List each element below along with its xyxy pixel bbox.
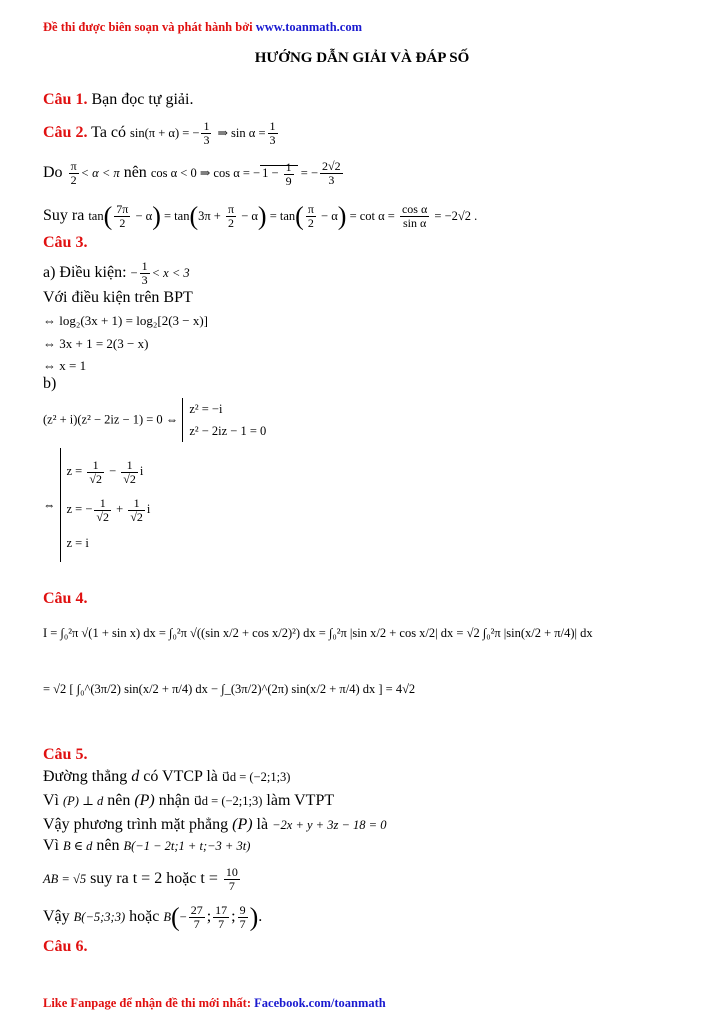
result-text: = −2√2 . [431, 209, 478, 224]
text: nên [103, 792, 135, 809]
numerator: 10 [225, 865, 238, 879]
cau2-text: Ta có [87, 124, 131, 142]
text: là [252, 816, 273, 833]
numerator: 1 [121, 459, 138, 473]
paren: ) [249, 902, 259, 932]
cau5-label-line [43, 746, 87, 764]
cau5-line2 [43, 792, 334, 810]
numerator: 1 [269, 119, 276, 133]
fraction [224, 866, 240, 893]
cau2-line3 [43, 203, 477, 230]
cau5-line6: Vậy B(−5;3;3) hoặc B(− $\frac{27}{7}$ ; $\frac{17}{7}$ ; $\frac{9}{7}$ ). [43, 902, 263, 932]
vtcp-math: u⃗d = (−2;1;3) [221, 770, 291, 784]
cau5-label: Câu 5. [43, 746, 88, 763]
system-row-1: z² = −i [189, 402, 223, 416]
member-math: B ∈ d [63, 839, 93, 853]
fraction [226, 203, 236, 230]
minus-sign: − [130, 266, 138, 281]
denominator: 2 [70, 173, 77, 187]
header-link[interactable]: www.toanmath.com [255, 20, 362, 34]
cau4-label: Câu 4. [43, 590, 88, 607]
three-pi: 3π + [198, 209, 224, 224]
fraction [94, 497, 111, 524]
footer-prefix: Like Fanpage để nhận đề thi mới nhất: [43, 996, 255, 1010]
fraction [128, 497, 145, 524]
suy-text: Suy ra [43, 207, 89, 225]
cot-text: = cot α = [346, 209, 398, 224]
numerator: π [228, 202, 235, 216]
cau5-line1 [43, 768, 290, 786]
denominator: 3 [203, 133, 210, 147]
sqrt-expr [260, 159, 298, 188]
root-lhs: z = [66, 464, 86, 478]
text: có VTCP là [139, 768, 222, 785]
fraction [213, 904, 229, 931]
denominator: 7 [218, 917, 225, 931]
text: Vì [43, 792, 63, 809]
roots-bracket [60, 448, 151, 562]
text: hoặc [125, 908, 164, 926]
denominator: 3 [328, 173, 335, 187]
fraction [284, 161, 294, 188]
cau4-line1: I = ∫₀²π √(1 + sin x) dx = ∫₀²π √((sin x/2 + cos x/2)²) dx = ∫₀²π |sin x/2 + cos x/2| dx = √2 ∫₀²π |sin(x/2 + π/4)| dx [43, 626, 593, 640]
ineq: < α < π [80, 166, 120, 181]
point-b2-label: B [163, 910, 171, 925]
cau3-b-roots [43, 448, 150, 562]
denominator: 9 [285, 173, 292, 188]
text: nhận [154, 792, 194, 809]
paren: ) [257, 201, 267, 231]
page-title: HƯỚNG DẪN GIẢI VÀ ĐÁP SỐ [254, 50, 470, 66]
denominator: 3 [269, 133, 276, 147]
perp-math: (P) ⊥ d [63, 794, 104, 808]
root-op: − [105, 464, 120, 478]
fraction [69, 160, 79, 187]
cau2-math-a: sin(π + α) = − [130, 126, 200, 141]
cau3-b-label: b) [43, 375, 57, 392]
denominator: 7 [193, 917, 200, 931]
imag-unit: i [146, 502, 151, 516]
minus-alpha: − α [238, 209, 258, 224]
denominator: √2 [123, 471, 136, 486]
fraction [189, 904, 205, 931]
cau3-step1: ⇔ log₂(3x + 1) = log₂[2(3 − x)] [43, 313, 209, 328]
root-op: + [113, 502, 127, 516]
paren: ( [189, 201, 199, 231]
fraction [320, 160, 343, 187]
denominator: 2 [119, 216, 126, 230]
root-lhs: z = − [66, 502, 93, 516]
b-eq-text: (z² + i)(z² − 2iz − 1) = 0 ⇔ [43, 412, 179, 427]
text: Đường thẳng [43, 768, 132, 785]
fraction [238, 904, 248, 931]
numerator: π [307, 202, 314, 216]
text: suy ra t = 2 hoặc t = [86, 870, 222, 888]
numerator: 1 [203, 119, 210, 133]
var-p: (P) [232, 816, 253, 833]
denominator: 2 [228, 216, 235, 230]
var-d: d [131, 768, 140, 785]
system-row-2: z² − 2iz − 1 = 0 [189, 424, 267, 438]
numerator: π [70, 159, 77, 173]
denominator: 3 [141, 273, 148, 287]
cau3-label-line [43, 234, 87, 252]
plane-eq: −2x + y + 3z − 18 = 0 [272, 818, 387, 832]
paren: ) [337, 201, 347, 231]
cau3-a-line [43, 260, 190, 287]
cau5-line4 [43, 837, 250, 855]
numerator: 1 [128, 497, 145, 511]
fraction [268, 120, 278, 147]
point-b-math: B(−1 − 2t;1 + t;−3 + 3t) [123, 839, 251, 853]
numerator: 9 [239, 903, 246, 917]
cau4-line2: = √2 [ ∫₀^(3π/2) sin(x/2 + π/4) dx − ∫_(3π/2)^(2π) sin(x/2 + π/4) dx ] = 4√2 [43, 682, 416, 696]
cau2-line1 [43, 120, 280, 147]
system-bracket [182, 398, 266, 442]
fraction [87, 459, 104, 486]
text: Vậy [43, 908, 74, 926]
cau1-label: Câu 1. [43, 91, 88, 108]
numerator: cos α [401, 202, 428, 216]
footer-link[interactable]: Facebook.com/toanmath [254, 996, 386, 1010]
cond-text: < x < 3 [151, 266, 190, 281]
equiv-arrow: ⇔ [43, 498, 56, 512]
denominator: sin α [402, 216, 427, 230]
nen-text: nên [119, 164, 151, 182]
cau6-label-line [43, 938, 87, 956]
paren: ( [295, 201, 304, 231]
root-row-3: z = i [66, 536, 89, 550]
denominator: 2 [307, 216, 314, 230]
tan-text: tan [88, 209, 104, 224]
numerator: 7π [116, 202, 129, 216]
numerator: 1 [285, 159, 292, 174]
denominator: √2 [96, 509, 109, 524]
do-text: Do [43, 164, 67, 182]
var-p: (P) [134, 792, 155, 809]
fraction [121, 459, 138, 486]
vtpt-math: u⃗d = (−2;1;3) [193, 794, 263, 808]
point-b1: B(−5;3;3) [73, 910, 126, 925]
cau4-label-line [43, 590, 87, 608]
cau5-line3 [43, 816, 386, 834]
imag-unit: i [139, 464, 144, 478]
page-footer [43, 996, 386, 1011]
paren: ( [170, 902, 180, 932]
cau3-step3: ⇔ x = 1 [43, 358, 87, 373]
cau1-text: Bạn đọc tự giải. [87, 91, 194, 108]
numerator: 17 [215, 903, 228, 917]
denominator: 7 [239, 917, 246, 931]
root-row-2 [67, 490, 151, 528]
eq-tan: = tan [160, 209, 190, 224]
text: Vậy phương trình mặt phẳng [43, 816, 233, 833]
text: nên [92, 837, 124, 854]
cau2-math-b: ⇒ sin α = [217, 126, 266, 141]
header-prefix: Đề thi được biên soạn và phát hành bởi [43, 20, 256, 34]
cau5-line5 [43, 866, 242, 893]
fraction [306, 203, 316, 230]
text: làm VTPT [262, 792, 335, 809]
root-row-1 [67, 452, 151, 490]
eq-text: = − [297, 166, 319, 181]
page-header [43, 20, 362, 35]
cau3-step2: ⇔ 3x + 1 = 2(3 − x) [43, 336, 149, 351]
cau2-line2 [43, 160, 345, 188]
numerator: 1 [94, 497, 111, 511]
minus-alpha: − α [132, 209, 153, 224]
numerator: 1 [141, 259, 148, 273]
cau3-label: Câu 3. [43, 234, 88, 251]
fraction [140, 260, 150, 287]
root-text: 1 − [262, 166, 282, 181]
paren: ( [103, 201, 113, 231]
fraction [114, 203, 130, 230]
cau1-line [43, 91, 193, 109]
dieu-kien-text: a) Điều kiện: [43, 264, 131, 282]
ab-math: AB = √5 [43, 872, 87, 887]
numerator: 2√2 [322, 159, 341, 173]
cau3-b-equation [43, 398, 266, 442]
fraction [201, 120, 211, 147]
denominator: √2 [89, 471, 102, 486]
cau6-label: Câu 6. [43, 938, 88, 955]
numerator: 27 [190, 903, 203, 917]
minus-sign: − [179, 910, 187, 925]
cau2-label: Câu 2. [43, 124, 88, 142]
paren: ) [152, 201, 161, 231]
denominator: √2 [130, 509, 143, 524]
cau3-voi-line: Với điều kiện trên BPT [43, 289, 193, 306]
denominator: 7 [228, 879, 235, 893]
eq-tan: = tan [266, 209, 296, 224]
text: Vì [43, 837, 63, 854]
cos-math: cos α < 0 ⇒ cos α = − [150, 166, 261, 181]
numerator: 1 [87, 459, 104, 473]
fraction [400, 203, 429, 230]
minus-alpha: − α [317, 209, 338, 224]
